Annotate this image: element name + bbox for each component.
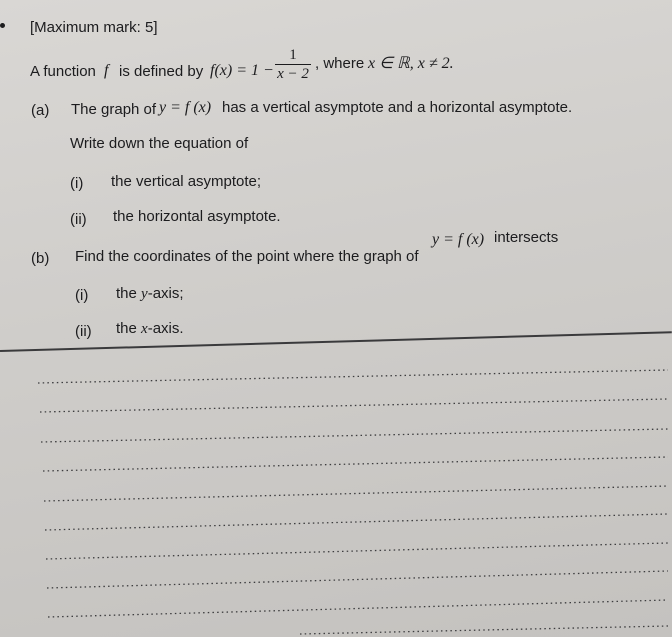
answer-line xyxy=(48,600,668,617)
answer-line xyxy=(43,457,668,471)
intro-where: , where xyxy=(315,55,365,72)
function-lhs: f(x) = 1 − xyxy=(210,62,274,79)
answer-line xyxy=(300,626,668,634)
part-b-i-var: y xyxy=(141,286,148,302)
part-a-ii-text: the horizontal asymptote. xyxy=(113,208,281,225)
answer-line xyxy=(38,370,668,383)
part-b-text-start: Find the coordinates of the point where the graph of xyxy=(75,248,419,265)
answer-line xyxy=(45,514,668,530)
part-a-text-start: The graph of xyxy=(71,101,157,118)
part-a-text-end: has a vertical asymptote and a horizontal asymptote. xyxy=(222,99,573,116)
fraction-numerator: 1 xyxy=(289,47,297,63)
part-b-i-label: (i) xyxy=(75,287,89,304)
fraction-denominator: x − 2 xyxy=(277,66,309,82)
part-b-i-pre: the xyxy=(116,285,137,302)
function-name: f xyxy=(104,62,109,79)
maximum-mark: [Maximum mark: 5] xyxy=(30,19,158,36)
part-a-i-text: the vertical asymptote; xyxy=(111,173,262,190)
part-b-ii-label: (ii) xyxy=(75,323,92,340)
intro-prefix: A function xyxy=(30,63,96,80)
part-b-ii-var: x xyxy=(141,321,148,337)
intro-defined: is defined by xyxy=(119,63,204,80)
function-domain: x ∈ ℝ, x ≠ 2. xyxy=(368,55,454,72)
part-b-ii-pre: the xyxy=(116,320,137,337)
part-a-instruction: Write down the equation of xyxy=(70,135,249,152)
part-b-i-post: -axis; xyxy=(147,285,184,302)
part-a-equation: y = f (x) xyxy=(159,99,212,116)
part-b-ii-post: -axis. xyxy=(147,320,184,337)
answer-line xyxy=(44,486,668,501)
answer-line xyxy=(40,399,668,412)
part-b-text-end: intersects xyxy=(494,229,559,246)
part-b-equation: y = f (x) xyxy=(432,231,485,248)
part-a-label: (a) xyxy=(31,102,50,119)
part-a-i-label: (i) xyxy=(70,175,84,192)
part-b-label: (b) xyxy=(31,250,50,267)
answer-line xyxy=(47,571,668,588)
answer-line xyxy=(46,543,668,559)
answer-line xyxy=(41,429,668,442)
part-a-ii-label: (ii) xyxy=(70,211,87,228)
